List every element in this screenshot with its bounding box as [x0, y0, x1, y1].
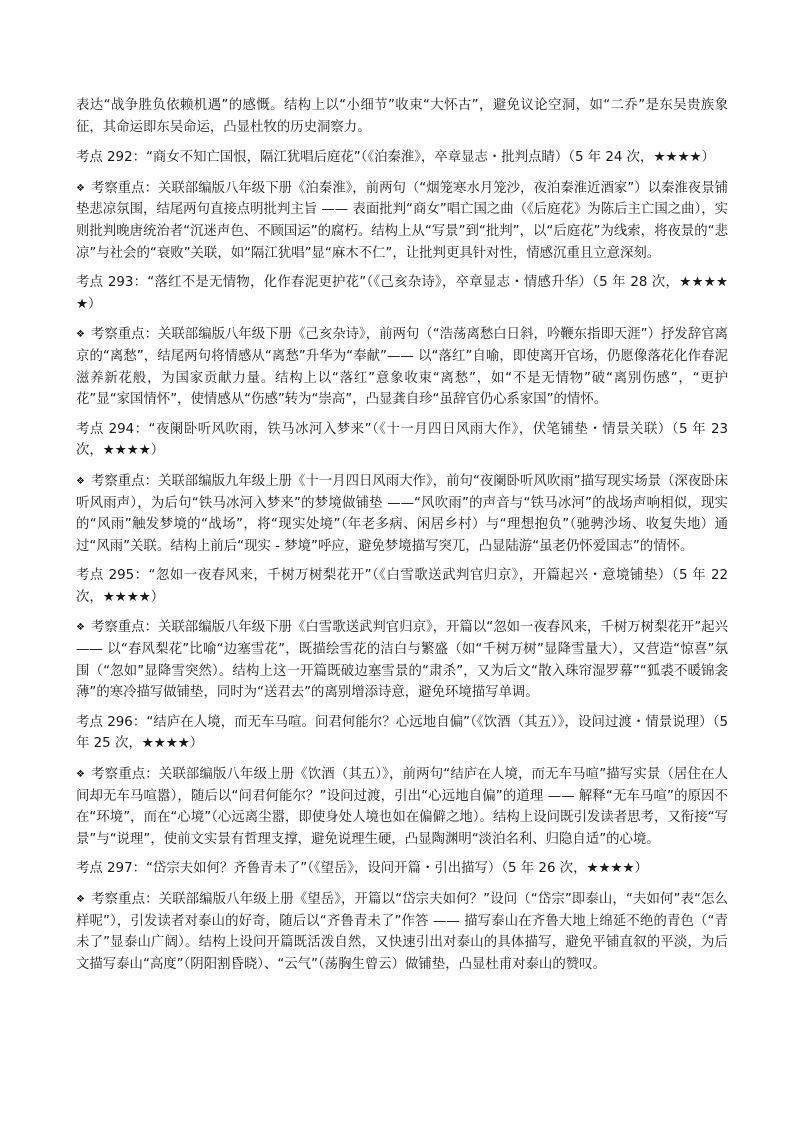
diamond-bullet-icon: ❖ [76, 329, 85, 341]
diamond-bullet-icon: ❖ [76, 182, 85, 194]
exam-point-heading: 考点 293：“落红不是无情物，化作春泥更护花”（《己亥杂诗》，卒章显志・情感升华）（5 年 28 次，★★★★★） [76, 275, 728, 312]
exam-point-297 [76, 858, 728, 975]
diamond-bullet-icon: ❖ [76, 769, 86, 781]
exam-point-heading: 考点 295：“忽如一夜春风来，千树万树梨花开”（《白雪歌送武判官归京》，开篇起兴・意境铺垫）（5 年 22 次，★★★★） [76, 568, 728, 605]
exam-point-296 [76, 712, 728, 851]
exam-point-body-text: 考察重点：关联部编版八年级下册《泊秦淮》，前两句（“烟笼寒水月笼沙，夜泊秦淮近酒家”）以秦淮夜景铺垫悲凉氛围，结尾两句直接点明批判主旨 —— 表面批判“商女”唱亡国之曲（《后庭花》为陈后主亡国之曲），实则批判晚唐统治者“沉迷声色、不顾国运”的腐朽。结构上从“写景”到“批判”，以“后庭花”为线索，将夜景的“悲凉”与社会的“衰败”关联，如“隔江犹唱”显“麻木不仁”，让批判更具针对性，情感沉重且立意深刻。 [76, 180, 729, 261]
diamond-bullet-icon: ❖ [76, 475, 85, 487]
exam-point-body-text: 考察重点：关联部编版八年级下册《白雪歌送武判官归京》，开篇以“忽如一夜春风来，千树万树梨花开”起兴 —— 以“春风梨花”比喻“边塞雪花”，既描绘雪花的洁白与繁盛（如“千树万树”显降雪量大），又营造“惊喜”氛围（“忽如”显降雪突然）。结构上这一开篇既破边塞雪景的“肃杀”，又为后文“散入珠帘湿罗幕”“狐裘不暖锦衾薄”的寒冷描写做铺垫，同时为“送君去”的离别增添诗意，避免环境描写单调。 [76, 620, 729, 701]
exam-point-body [76, 324, 728, 410]
exam-point-body-text: 考察重点：关联部编版八年级上册《饮酒（其五）》，前两句“结庐在人境，而无车马喧”描写实景（居住在人间却无车马喧嚣），随后以“问君何能尔？”设问过渡，引出“心远地自偏”的道理 —— 解释“无车马喧”的原因不在“环境”，而在“心境”（心远离尘嚣，即使身处人境也如在偏僻之地）。结构上设问既引发读者思考，又衔接“写景”与“说理”，使前文实景有哲理支撑，避免说理生硬，凸显陶渊明“淡泊名利、归隐自适”的心境。 [76, 767, 728, 847]
exam-point-body [76, 889, 728, 975]
exam-point-body-text: 考察重点：关联部编版八年级上册《望岳》，开篇以“岱宗夫如何？”设问（“岱宗”即泰山，“夫如何”表“怎么样呢”），引发读者对泰山的好奇，随后以“齐鲁青未了”作答 —— 描写泰山在齐鲁大地上绵延不绝的青色（“青未了”显泰山广阔）。结构上设问开篇既活泼自然，又快速引出对泰山的具体描写，避免平铺直叙的平淡，为后文描写泰山“高度”（阴阳割昏晓）、“云气”（荡胸生曾云）做铺垫，凸显杜甫对泰山的赞叹。 [76, 892, 729, 972]
exam-point-body [76, 471, 728, 557]
exam-point-body [76, 178, 728, 264]
exam-point-heading: 考点 297：“岱宗夫如何？齐鲁青未了”（《望岳》，设问开篇・引出描写）（5 年 26 次，★★★★） [76, 861, 648, 877]
exam-point-heading: 考点 294：“夜阑卧听风吹雨，铁马冰河入梦来”（《十一月四日风雨大作》，伏笔铺垫・情景关联）（5 年 23 次，★★★★） [76, 421, 728, 459]
intro-paragraph: 表达“战争胜负依赖机遇”的感慨。结构上以“小细节”收束“大怀古”，避免议论空洞，如“二乔”是东吴贵族象征，其命运即东吴命运，凸显杜牧的历史洞察力。 [76, 98, 728, 135]
exam-point-295 [76, 565, 728, 704]
exam-point-heading: 考点 296：“结庐在人境，而无车马喧。问君何能尔？心远地自偏”（《饮酒（其五）》，设问过渡・情景说理）（5 年 25 次，★★★★） [76, 714, 728, 752]
exam-point-293 [76, 272, 728, 411]
exam-point-294 [76, 419, 728, 558]
exam-point-body-text: 考察重点：关联部编版九年级上册《十一月四日风雨大作》，前句“夜阑卧听风吹雨”描写现实场景（深夜卧床听风雨声），为后句“铁马冰河入梦来”的梦境做铺垫 ——“风吹雨”的声音与“铁马冰河”的战场声响相似，现实的“风雨”触发梦境的“战场”，将“现实处境”（年老多病、闲居乡村）与“理想抱负”（驰骋沙场、收复失地）通过“风雨”关联。结构上前后“现实 - 梦境”呼应，避免梦境描写突兀，凸显陆游“虽老仍怀爱国志”的情怀。 [76, 473, 729, 554]
diamond-bullet-icon: ❖ [76, 622, 85, 634]
exam-point-body [76, 764, 728, 850]
exam-point-body [76, 617, 728, 703]
diamond-bullet-icon: ❖ [76, 894, 86, 905]
exam-point-heading: 考点 292：“商女不知亡国恨，隔江犹唱后庭花”（《泊秦淮》，卒章显志・批判点睛）（5 年 24 次，★★★★） [76, 150, 715, 166]
exam-point-292 [76, 147, 728, 264]
exam-point-body-text: 考察重点：关联部编版八年级下册《己亥杂诗》，前两句（“浩荡离愁白日斜，吟鞭东指即天涯”）抒发辞官离京的“离愁”，结尾两句将情感从“离愁”升华为“奉献”—— 以“落红”自喻，即使离开官场，仍愿像落花化作春泥滋养新花般，为国家贡献力量。结构上以“落红”意象收束“离愁”，如“不是无情物”破“离别伤感”，“更护花”显“家国情怀”，使情感从“伤感”转为“崇高”，凸显龚自珍“虽辞官仍心系家国”的情怀。 [76, 327, 729, 408]
document-page [76, 95, 728, 983]
